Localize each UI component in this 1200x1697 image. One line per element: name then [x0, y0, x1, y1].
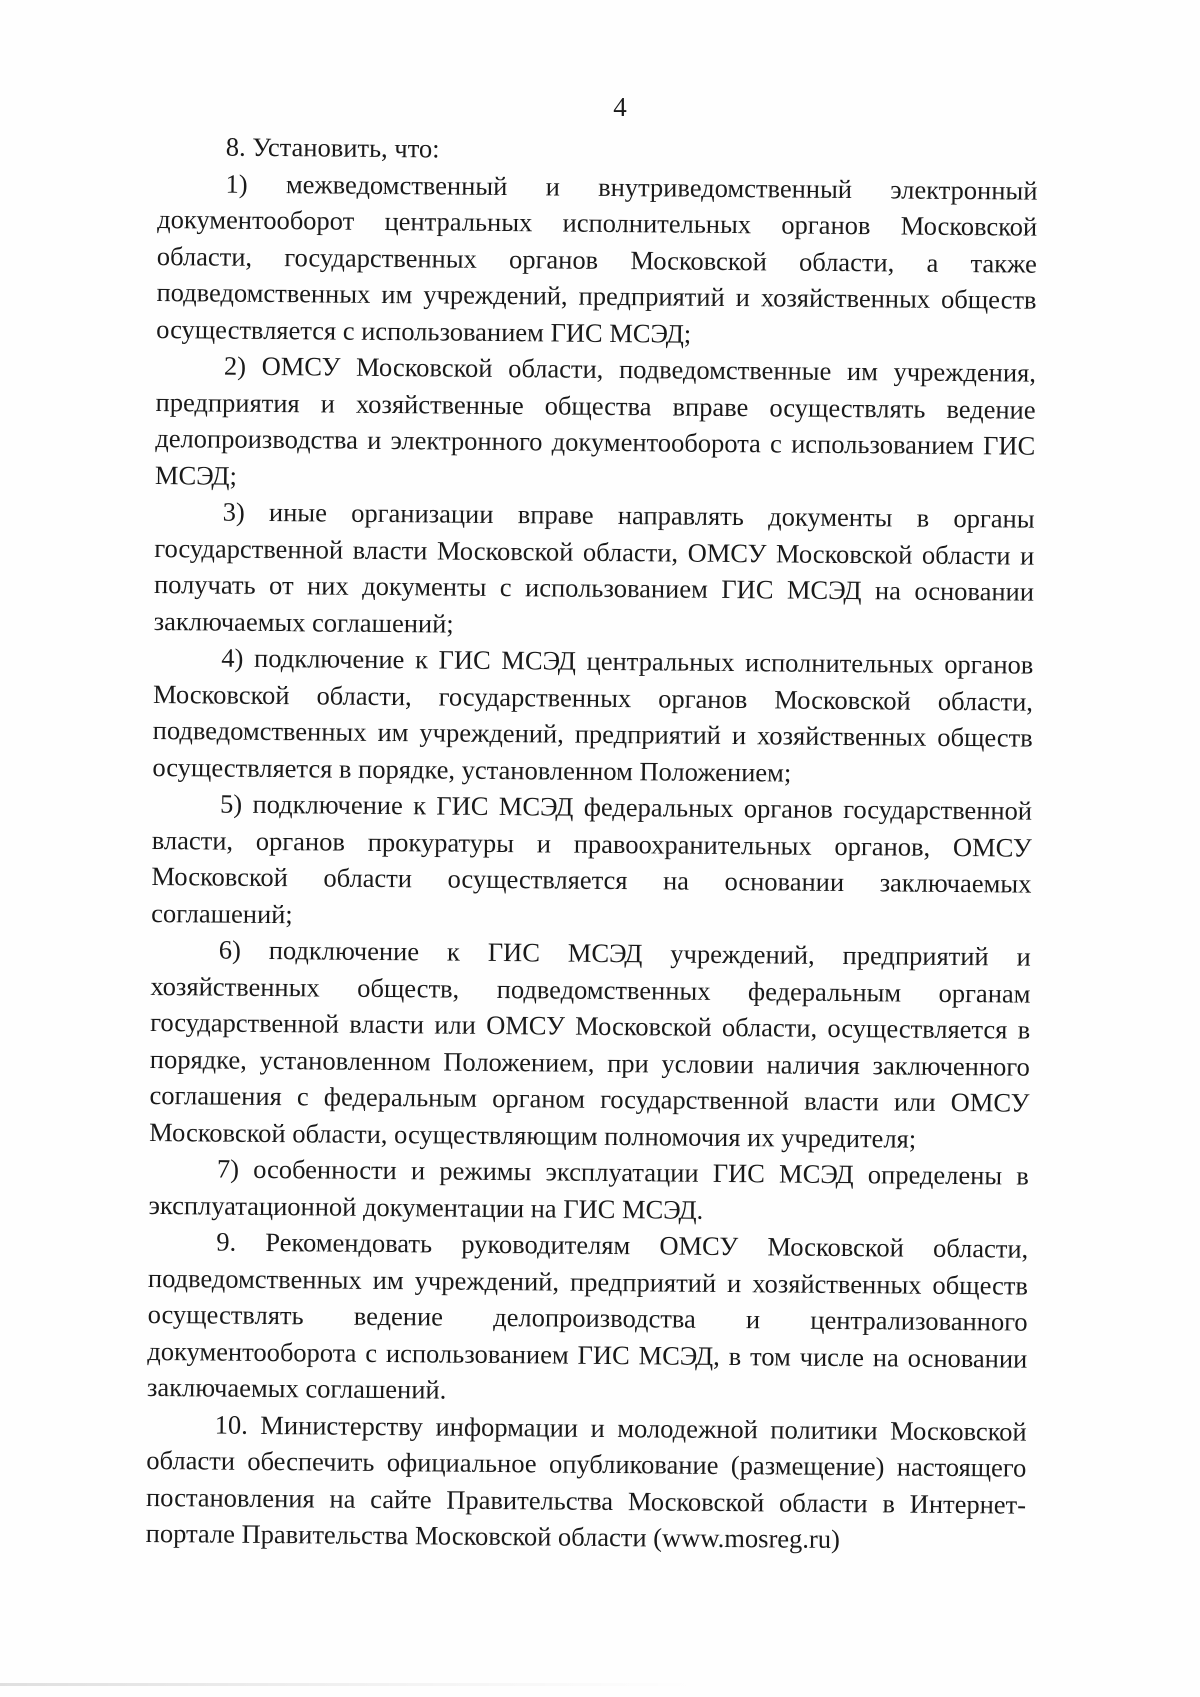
scan-edge-artifact	[0, 1683, 700, 1686]
paragraph-8-item-2: 2) ОМСУ Московской области, подведомственные им учреждения, предприятия и хозяйственные общества вправе осуществлять ведение делопроизводства и электронного документооборота с использованием ГИС МСЭД;	[154, 350, 1037, 491]
paragraph-8-item-3: 3) иные организации вправе направлять документы в органы государственной власти Московской области, ОМСУ Московской области и получать от них документы с использованием ГИС МСЭД на основании заключаемых соглашений;	[153, 496, 1035, 639]
paragraph-8-item-4: 4) подключение к ГИС МСЭД центральных исполнительных органов Московской области, государственных органов Московской области, подведомственных им учреждений, предприятий и хозяйственных обществ осуществляется в порядке, установленном Положением;	[152, 642, 1034, 788]
paragraph-8-item-5: 5) подключение к ГИС МСЭД федеральных органов государственной власти, органов прокуратуры и правоохранительных органов, ОМСУ Московской области осуществляется на основании заключаемых соглашений;	[151, 788, 1033, 929]
document-body	[146, 128, 1038, 1559]
page-number: 4	[613, 92, 627, 122]
paragraph-8-item-6: 6) подключение к ГИС МСЭД учреждений, предприятий и хозяйственных обществ, подведомственных федеральным органам государственной власти или ОМСУ Московской области, осуществляется в порядке, установленном Положением, при условии наличия заключенного соглашения с федеральным органом государственной власти или ОМСУ Московской области, осуществляющим полномочия их учредителя;	[149, 934, 1031, 1154]
paragraph-8-item-1: 1) межведомственный и внутриведомственный электронный документооборот центральных исполнительных органов Московской области, государственных органов Московской области, а также подведомственных им учреждений, предприятий и хозяйственных обществ осуществляется с использованием ГИС МСЭД;	[156, 168, 1038, 349]
paragraph-9: 9. Рекомендовать руководителям ОМСУ Московской области, подведомственных им учреждений, предприятий и хозяйственных обществ осуществлять ведение делопроизводства и централизованного документооборота с использованием ГИС МСЭД, в том числе на основании заключаемых соглашений.	[146, 1226, 1029, 1405]
paragraph-8-item-7: 7) особенности и режимы эксплуатации ГИС МСЭД определены в эксплуатационной документации на ГИС МСЭД.	[148, 1153, 1030, 1225]
paragraph-8-heading: 8. Установить, что:	[225, 131, 440, 164]
paragraph-10: 10. Министерству информации и молодежной политики Московской области обеспечить официальное опубликование (размещение) настоящего постановления на сайте Правительства Московской области в Интернет-портале Правительства Московской области (www.mosreg.ru)	[145, 1409, 1027, 1555]
